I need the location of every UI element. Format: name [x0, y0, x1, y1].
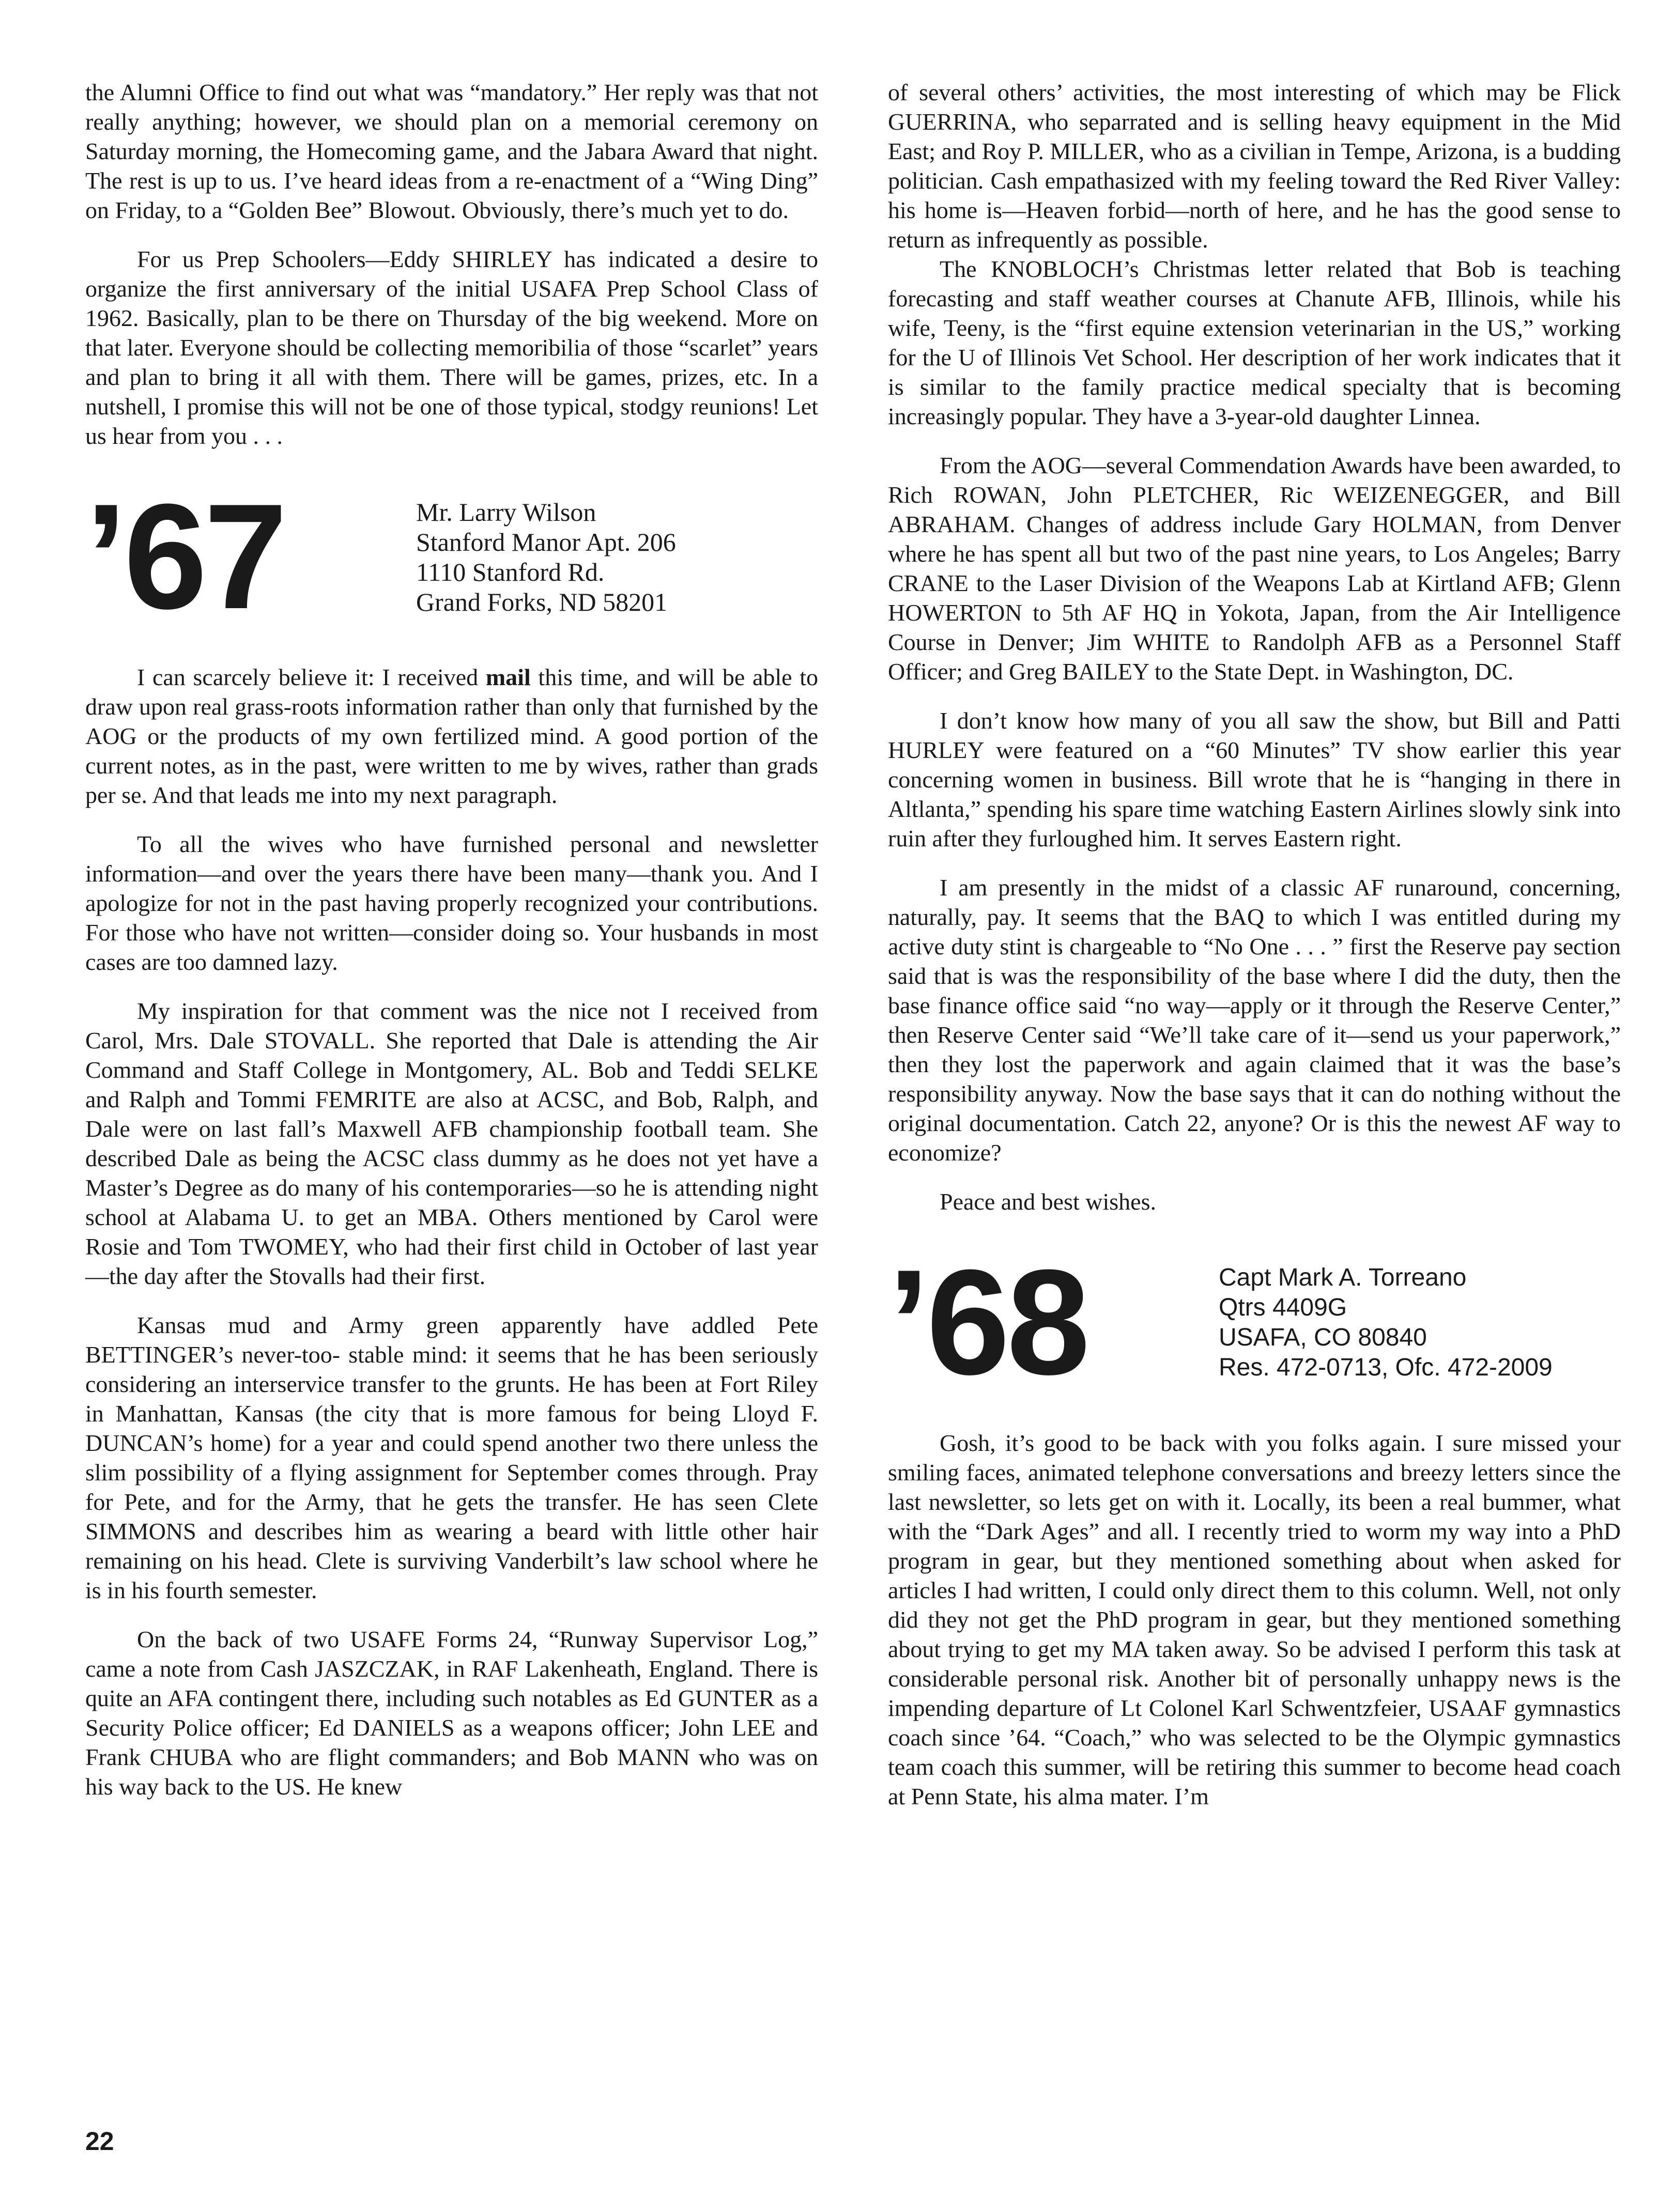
address-line: Qtrs 4409G — [1219, 1294, 1347, 1321]
paragraph-carol: My inspiration for that comment was the nice not I received from Carol, Mrs. Dale STOVALL. She reported that Dale is attending the Air Command and Staff College in Montgomery, AL. Bob and Teddi SELKE and Ralph and Tommi FEMRITE are also at ACSC, and Bob, Ralph, and Dale were on last fall’s Maxwell AFB championship football team. She described Dale as being the ACSC class dummy as he does not yet have a Master’s Degree as do many of his contemporaries—so he is attending night school at Alabama U. to get an MBA. Others mentioned by Carol were Rosie and Tom TWOMEY, who had their first child in October of last year—the day after the Stovalls had their first. — [85, 998, 818, 1289]
right-column — [888, 78, 1621, 1811]
page-number: 22 — [85, 2127, 114, 2156]
paragraph-gosh: Gosh, it’s good to be back with you folks again. I sure missed your smiling faces, animated telephone conversations and breezy letters since the last newsletter, so lets get on with it. Locally, its been a real bummer, what with the “Dark Ages” and all. I recently tried to worm my way into a PhD program in gear, but they mentioned something about when asked for articles I had written, I could only direct them to this column. Well, not only did they not get the PhD program in gear, but they mentioned something about trying to get my MA taken away. So be advised I perform this task at considerable personal risk. Another bit of personally unhappy news is the impending departure of Lt Colonel Karl Schwentzfeier, USAAF gymnastics coach since ’64. “Coach,” who was selected to be the Olympic gymnastics team coach this summer, will be retiring this summer to become head coach at Penn State, his alma mater. I’m — [888, 1430, 1621, 1809]
address-line: USAFA, CO 80840 — [1219, 1324, 1427, 1351]
address-line: 1110 Stanford Rd. — [416, 558, 605, 586]
address-line: Mr. Larry Wilson — [416, 498, 596, 527]
paragraph-aog: From the AOG—several Commendation Awards have been awarded, to Rich ROWAN, John PLETCHER, Ric WEIZENEGGER, and Bill ABRAHAM. Changes of address include Gary HOLMAN, from Denver where he has spent all but two of the past nine years, to Los Angeles; Barry CRANE to the Laser Division of the Weapons Lab at Kirtland AFB; Glenn HOWERTON to 5th AF HQ in Yokota, Japan, from the Air Intelligence Course in Denver; Jim WHITE to Randolph AFB as a Personnel Staff Officer; and Greg BAILEY to the State Dept. in Washington, DC. — [888, 452, 1621, 685]
class-year-68: ’68 — [888, 1239, 1087, 1406]
paragraph-intro: the Alumni Office to find out what was “mandatory.” Her reply was that not really anything; however, we should plan on a memorial ceremony on Saturday morning, the Homecoming game, and the Jabara Award that night. The rest is up to us. I’ve heard ideas from a re-enactment of a “Wing Ding” on Friday, to a “Golden Bee” Blowout. Obviously, there’s much yet to do. — [85, 79, 818, 223]
paragraph-mail: I can scarcely believe it: I received mail this time, and will be able to draw upon real grass-roots information rather than only that furnished by the AOG or the products of my own fertilized mind. A good portion of the current notes, as in the past, were written to me by wives, rather than grads per se. And that leads me into my next paragraph. — [85, 664, 819, 808]
class-68-address — [1219, 1247, 1553, 1383]
paragraph-continued: of several others’ activities, the most interesting of which may be Flick GUERRINA, who separrated and is selling heavy equipment in the Mid East; and Roy P. MILLER, who as a civilian in Tempe, Arizona, is a budding politician. Cash empathasized with my feeling toward the Red River Valley: his home is—Heaven forbid—north of here, and he has the good sense to return as infrequently as possible. — [888, 79, 1621, 253]
address-line: Grand Forks, ND 58201 — [416, 587, 668, 616]
paragraph-runaround: I am presently in the midst of a classic AF runaround, concerning, naturally, pay. It seems that the BAQ to which I was entitled during my active duty stint is chargeable to “No One . . . ” first the Reserve pay section said that is was the responsibility of the base where I did the duty, then the base finance office said “no way—apply or it through the Reserve Center,” then Reserve Center said “We’ll take care of it—send us your paperwork,” then they lost the paperwork and again claimed that it was the base’s responsibility anyway. Now the base says that it can do nothing without the original documentation. Catch 22, anyone? Or is this the newest AF way to economize? — [888, 874, 1621, 1166]
paragraph-prep-school: For us Prep Schoolers—Eddy SHIRLEY has indicated a desire to organize the first anniversary of the initial USAFA Prep School Class of 1962. Basically, plan to be there on Thursday of the big weekend. More on that later. Everyone should be collecting memoribilia of those “scarlet” years and plan to bring it all with them. There will be games, prizes, etc. In a nutshell, I promise this will not be one of those typical, stodgy reunions! Let us hear from you . . . — [85, 246, 818, 449]
paragraph-usafe: On the back of two USAFE Forms 24, “Runway Supervisor Log,” came a note from Cash JASZCZAK, in RAF Lakenheath, England. There is quite an AFA contingent there, including such notables as Ed GUNTER as a Security Police officer; Ed DANIELS as a weapons officer; John LEE and Frank CHUBA who are flight commanders; and Bob MANN who was on his way back to the US. He knew — [85, 1626, 818, 1800]
paragraph-hurley: I don’t know how many of you all saw the show, but Bill and Patti HURLEY were featured on a “60 Minutes” TV show earlier this year concerning women in business. Bill wrote that he is “hanging in there in Altlanta,” spending his spare time watching Eastern Airlines slowly sink into ruin after they furloughed him. It serves Eastern right. — [888, 707, 1621, 852]
address-line: Stanford Manor Apt. 206 — [416, 528, 676, 556]
paragraph-kansas: Kansas mud and Army green apparently have addled Pete BETTINGER’s never-too- stable mind: it seems that he has been seriously considering an interservice transfer to the grunts. He has been at Fort Riley in Manhattan, Kansas (the city that is more famous for being Lloyd F. DUNCAN’s home) for a year and could spend another two there unless the slim possibility of a flying assignment for September comes through. Pray for Pete, and for the Army, that he gets the transfer. He has seen Clete SIMMONS and describes him as wearing a beard with little other hair remaining on his head. Clete is surviving Vanderbilt’s law school where he is in his fourth semester. — [85, 1312, 818, 1603]
paragraph-knobloch: The KNOBLOCH’s Christmas letter related that Bob is teaching forecasting and staff weather courses at Chanute AFB, Illinois, while his wife, Teeny, is the “first equine extension veterinarian in the US,” working for the U of Illinois Vet School. Her description of her work indicates that it is similar to the family practice medical specialty that is becoming increasingly popular. They have a 3-year-old daughter Linnea. — [888, 256, 1621, 429]
paragraph-peace: Peace and best wishes. — [940, 1188, 1156, 1215]
address-line: Capt Mark A. Torreano — [1219, 1264, 1467, 1291]
class-67-header — [85, 473, 818, 640]
class-67-address — [416, 482, 676, 617]
class-year-67: ’67 — [85, 473, 285, 640]
paragraph-wives: To all the wives who have furnished personal and newsletter information—and over the years there have been many—thank you. And I apologize for not in the past having properly recognized your contributions. For those who have not written—consider doing so. Your husbands in most cases are too damned lazy. — [85, 831, 818, 975]
mail-emphasis: mail — [485, 664, 531, 690]
left-column — [85, 78, 818, 1801]
class-68-header — [888, 1239, 1621, 1406]
address-line: Res. 472-0713, Ofc. 472-2009 — [1219, 1354, 1553, 1381]
